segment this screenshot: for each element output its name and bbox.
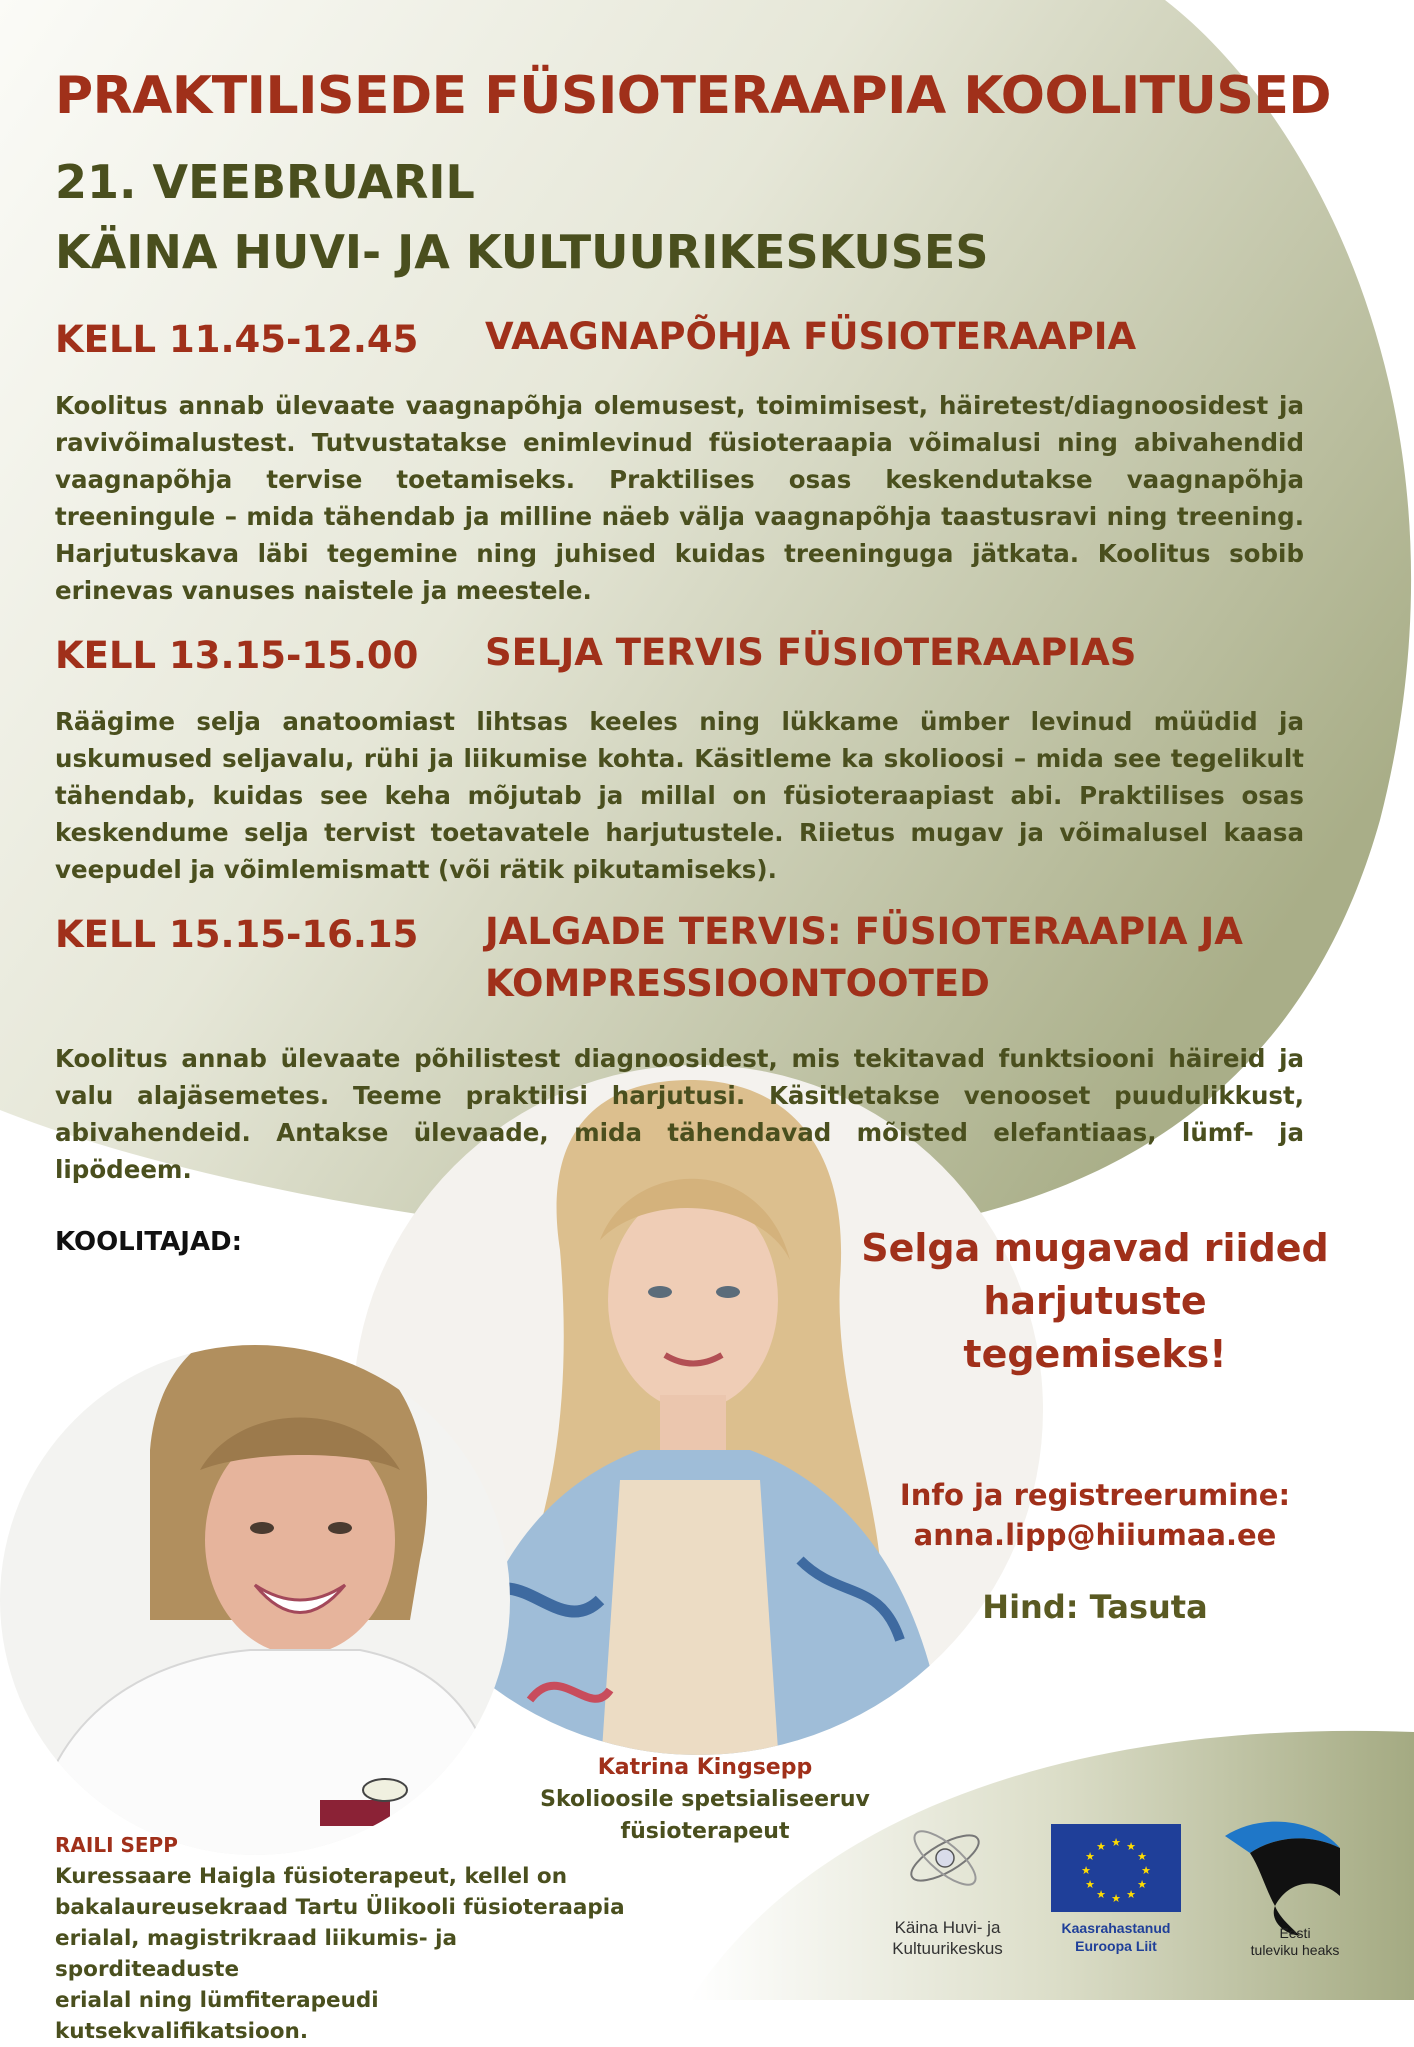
page-title: PRAKTILISEDE FÜSIOTERAAPIA KOOLITUSED bbox=[55, 66, 1332, 126]
kaina-logo-label bbox=[870, 1917, 1025, 1959]
session-2-topic: SELJA TERVIS FÜSIOTERAAPIAS bbox=[485, 631, 1137, 674]
event-date: 21. VEEBRUARIL bbox=[55, 155, 475, 209]
eesti-logo-line-1: Eesti bbox=[1279, 1925, 1311, 1941]
raili-name: RAILI SEPP bbox=[55, 1833, 178, 1857]
trainers-label: KOOLITAJAD: bbox=[55, 1227, 243, 1257]
registration-label: Info ja registreerumine: bbox=[899, 1478, 1291, 1512]
promo-line-1: Selga mugavad riided bbox=[861, 1226, 1329, 1270]
svg-text:★: ★ bbox=[1096, 1888, 1106, 1901]
svg-text:★: ★ bbox=[1111, 1836, 1121, 1849]
svg-text:★: ★ bbox=[1137, 1878, 1147, 1891]
eu-logo-label bbox=[1036, 1919, 1196, 1955]
promo-text bbox=[860, 1222, 1330, 1381]
registration-email[interactable]: anna.lipp@hiiumaa.ee bbox=[913, 1518, 1277, 1552]
svg-text:★: ★ bbox=[1081, 1864, 1091, 1877]
svg-text:★: ★ bbox=[1141, 1864, 1151, 1877]
registration-info bbox=[880, 1475, 1310, 1555]
eesti-logo-line-2: tuleviku heaks bbox=[1250, 1942, 1340, 1958]
raili-bio-line-2: bakalaureusekraad Tartu Ülikooli füsioteraapia bbox=[55, 1895, 625, 1920]
promo-line-3: tegemiseks! bbox=[963, 1332, 1227, 1376]
promo-line-2: harjutuste bbox=[983, 1279, 1207, 1323]
katrina-name: Katrina Kingsepp bbox=[597, 1755, 813, 1780]
price: Hind: Tasuta bbox=[982, 1588, 1208, 1626]
svg-text:★: ★ bbox=[1137, 1850, 1147, 1863]
raili-caption bbox=[55, 1830, 635, 2047]
kaina-logo-line-2: Kultuurikeskus bbox=[892, 1939, 1003, 1958]
katrina-role-line-1: Skolioosile spetsialiseeruv bbox=[540, 1787, 870, 1812]
session-3-time: KELL 15.15-16.15 bbox=[55, 913, 419, 956]
raili-bio-line-1: Kuressaare Haigla füsioterapeut, kellel on bbox=[55, 1864, 568, 1889]
raili-bio-line-3: erialal, magistrikraad liikumis- ja sporditeaduste bbox=[55, 1926, 458, 1982]
kaina-logo-line-1: Käina Huvi- ja bbox=[894, 1918, 1001, 1937]
svg-text:★: ★ bbox=[1126, 1840, 1136, 1853]
session-1-topic: VAAGNAPÕHJA FÜSIOTERAAPIA bbox=[485, 315, 1137, 358]
session-1-description: Koolitus annab ülevaate vaagnapõhja olemusest, toimimisest, häiretest/diagnoosidest ja ravivõimalustest. Tutvustatakse enimlevinud füsioteraapia võimalusi ning abivahendid vaagnapõhja tervise toetamiseks. Praktilises osas keskendutakse vaagnapõhja treeningule – mida tähendab ja milline näeb välja vaagnapõhja taastusravi ning treening. Harjutuskava läbi tegemine ning juhised kuidas treeninguga jätkata. Koolitus sobib erinevas vanuses naistele ja meestele. bbox=[55, 391, 1304, 605]
svg-text:★: ★ bbox=[1111, 1892, 1121, 1905]
svg-text:★: ★ bbox=[1085, 1850, 1095, 1863]
event-venue: KÄINA HUVI- JA KULTUURIKESKUSES bbox=[55, 225, 989, 279]
session-3-topic: JALGADE TERVIS: FÜSIOTERAAPIA JA KOMPRESSIOONTOOTED bbox=[485, 910, 1243, 1005]
session-2-time: KELL 13.15-15.00 bbox=[55, 634, 419, 677]
eu-flag bbox=[1051, 1824, 1181, 1912]
eu-logo-line-1: Kaasrahastanud bbox=[1061, 1920, 1171, 1936]
eu-logo-line-2: Euroopa Liit bbox=[1075, 1938, 1157, 1954]
svg-text:★: ★ bbox=[1085, 1878, 1095, 1891]
katrina-role-line-2: füsioterapeut bbox=[620, 1819, 790, 1844]
session-2-description: Räägime selja anatoomiast lihtsas keeles ning lükkame ümber levinud müüdid ja uskumused seljavalu, rühi ja liikumise kohta. Käsitleme ka skolioosi – mida see tegelikult tähendab, kuidas see keha mõjutab ja millal on füsioteraapiast abi. Praktilises osas keskendume selja tervist toetavatele harjutustele. Riietus mugav ja võimalusel kaasa veepudel ja võimlemismatt (või rätik pikutamiseks). bbox=[55, 707, 1304, 884]
session-1-time: KELL 11.45-12.45 bbox=[55, 318, 419, 361]
eesti-logo-label bbox=[1225, 1925, 1365, 1959]
svg-text:★: ★ bbox=[1096, 1840, 1106, 1853]
raili-bio-line-4: erialal ning lümfiterapeudi kutsekvalifikatsioon. bbox=[55, 1988, 379, 2044]
session-3-description: Koolitus annab ülevaate põhilistest diagnoosidest, mis tekitavad funktsiooni häireid ja valu alajäsemetes. Teeme praktilisi harjutusi. Käsitletakse venooset puudulikkust, abivahendeid. Antakse ülevaade, mida tähendavad mõisted elefantiaas, lümf- ja lipödeem. bbox=[55, 1044, 1304, 1184]
svg-text:★: ★ bbox=[1126, 1888, 1136, 1901]
